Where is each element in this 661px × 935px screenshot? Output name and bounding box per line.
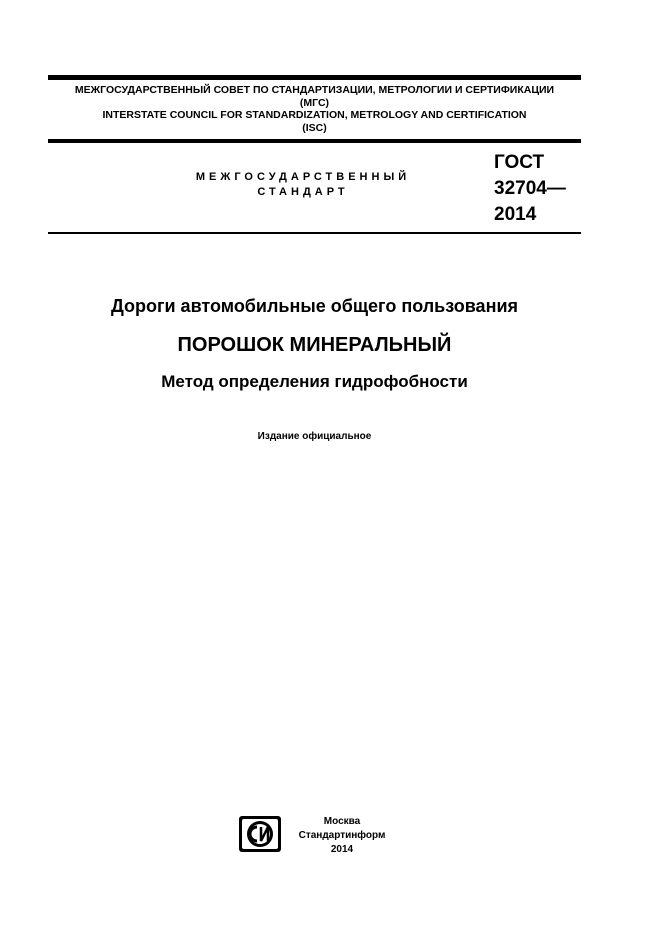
- edition-note: Издание официальное: [257, 431, 372, 442]
- council-abbr-ru: (МГС): [299, 96, 330, 109]
- publisher-year: 2014: [330, 844, 354, 855]
- standard-type-line2: СТАНДАРТ: [257, 186, 349, 198]
- council-abbr-en: (ISC): [302, 121, 327, 134]
- publisher-city: Москва: [323, 816, 361, 827]
- council-header: [40, 84, 589, 134]
- header-thick-rule: [48, 139, 581, 143]
- document-title-line2: ПОРОШОК МИНЕРАЛЬНЫЙ: [177, 334, 452, 356]
- designation-bottom-rule: [48, 232, 581, 234]
- gost-number: 32704—: [494, 178, 566, 199]
- document-title-line1: Дороги автомобильные общего пользования: [110, 296, 519, 316]
- publisher-block: [292, 815, 392, 857]
- gost-year: 2014: [494, 204, 537, 225]
- council-name-ru: МЕЖГОСУДАРСТВЕННЫЙ СОВЕТ ПО СТАНДАРТИЗАЦИИ, МЕТРОЛОГИИ И СЕРТИФИКАЦИИ: [74, 84, 555, 96]
- standard-type-label: [160, 170, 446, 200]
- publisher-name: Стандартинформ: [298, 830, 386, 841]
- gost-designation: [494, 150, 566, 228]
- gost-prefix: ГОСТ: [494, 152, 545, 173]
- standartinform-logo-icon: [238, 815, 282, 853]
- top-thick-rule: [48, 75, 581, 80]
- council-name-en: INTERSTATE COUNCIL FOR STANDARDIZATION, METROLOGY AND CERTIFICATION: [102, 109, 527, 121]
- standard-type-line1: МЕЖГОСУДАРСТВЕННЫЙ: [195, 171, 411, 183]
- document-title-line3: Метод определения гидрофобности: [161, 372, 468, 391]
